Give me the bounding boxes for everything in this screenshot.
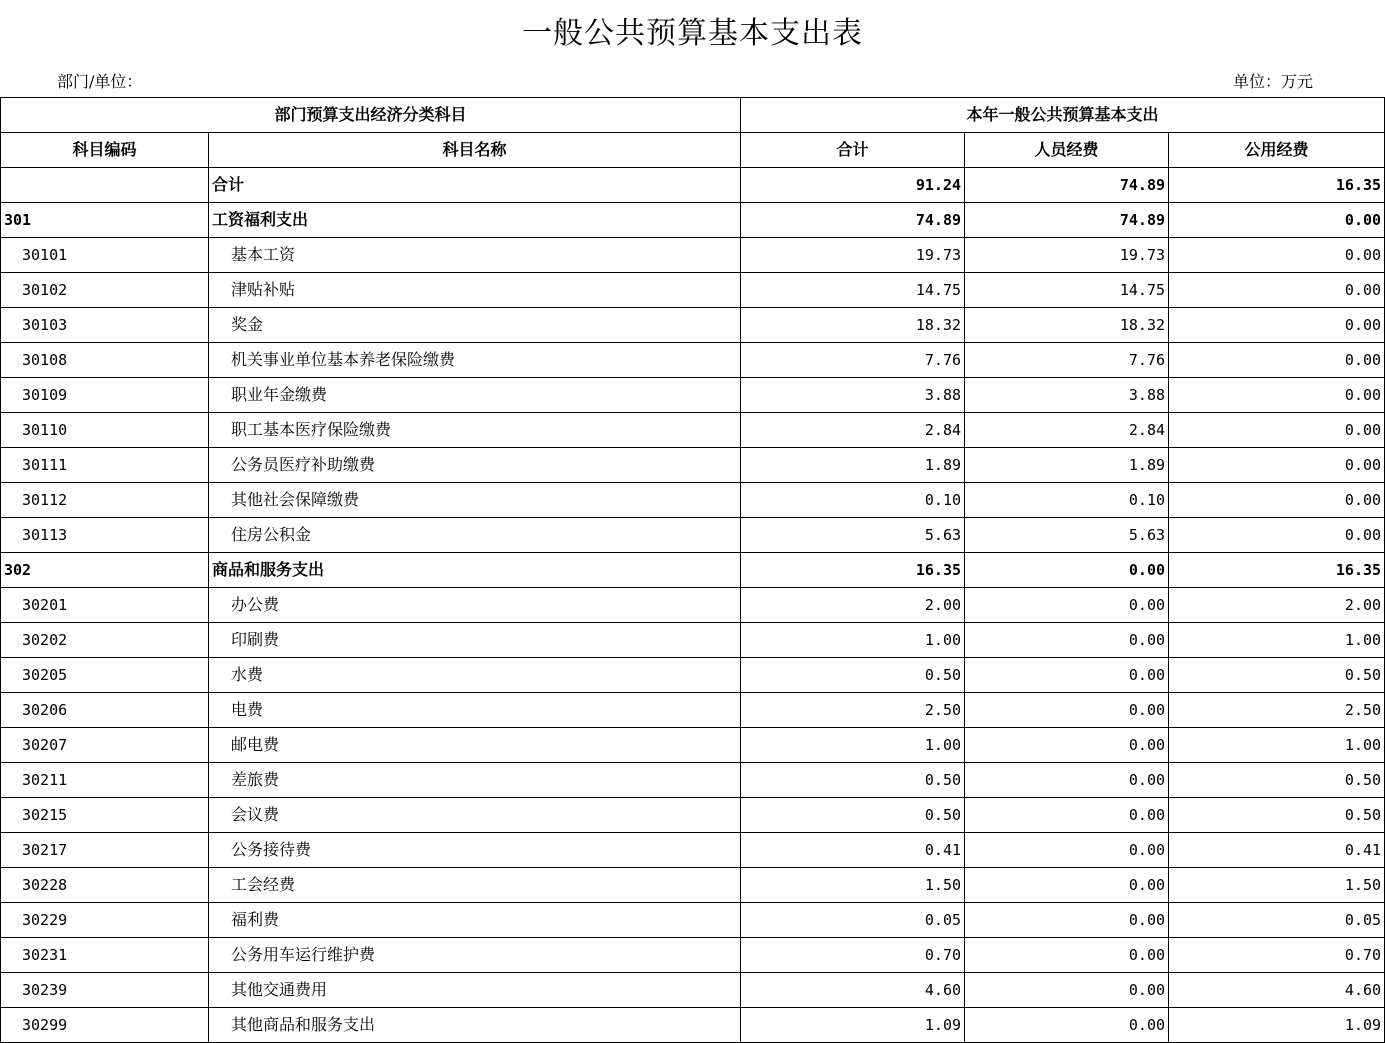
cell-name: 其他社会保障缴费	[209, 483, 741, 518]
cell-personnel: 0.00	[965, 798, 1169, 833]
table-row	[1, 868, 1385, 903]
cell-name: 工会经费	[209, 868, 741, 903]
table-row	[1, 343, 1385, 378]
cell-total: 4.60	[741, 973, 965, 1008]
table-row	[1, 238, 1385, 273]
cell-public: 0.41	[1169, 833, 1385, 868]
table-row	[1, 728, 1385, 763]
table-row	[1, 483, 1385, 518]
cell-total: 5.63	[741, 518, 965, 553]
cell-public: 0.50	[1169, 658, 1385, 693]
header-public: 公用经费	[1169, 133, 1385, 168]
cell-code: 30231	[1, 938, 209, 973]
cell-total: 14.75	[741, 273, 965, 308]
header-code: 科目编码	[1, 133, 209, 168]
cell-public: 2.50	[1169, 693, 1385, 728]
cell-total: 1.09	[741, 1008, 965, 1043]
cell-code: 30109	[1, 378, 209, 413]
cell-code: 30108	[1, 343, 209, 378]
cell-total: 0.50	[741, 658, 965, 693]
table-row	[1, 938, 1385, 973]
cell-code: 30206	[1, 693, 209, 728]
cell-total: 2.00	[741, 588, 965, 623]
cell-total: 18.32	[741, 308, 965, 343]
cell-name: 合计	[209, 168, 741, 203]
cell-code: 30112	[1, 483, 209, 518]
cell-personnel: 0.00	[965, 658, 1169, 693]
header-group-right: 本年一般公共预算基本支出	[741, 98, 1385, 133]
cell-code: 30110	[1, 413, 209, 448]
cell-public: 1.50	[1169, 868, 1385, 903]
cell-total: 74.89	[741, 203, 965, 238]
department-label: 部门/单位：	[57, 72, 143, 91]
cell-total: 7.76	[741, 343, 965, 378]
table-row	[1, 273, 1385, 308]
cell-total: 1.50	[741, 868, 965, 903]
cell-name: 其他交通费用	[209, 973, 741, 1008]
cell-name: 水费	[209, 658, 741, 693]
cell-public: 0.00	[1169, 238, 1385, 273]
cell-name: 津贴补贴	[209, 273, 741, 308]
cell-public: 0.50	[1169, 798, 1385, 833]
cell-code	[1, 168, 209, 203]
cell-total: 0.05	[741, 903, 965, 938]
cell-name: 会议费	[209, 798, 741, 833]
cell-public: 1.00	[1169, 728, 1385, 763]
cell-code: 302	[1, 553, 209, 588]
header-column-row	[1, 133, 1385, 168]
table-row	[1, 168, 1385, 203]
cell-total: 0.10	[741, 483, 965, 518]
cell-name: 福利费	[209, 903, 741, 938]
cell-public: 1.09	[1169, 1008, 1385, 1043]
cell-code: 30201	[1, 588, 209, 623]
cell-code: 30202	[1, 623, 209, 658]
cell-code: 30228	[1, 868, 209, 903]
cell-total: 1.00	[741, 623, 965, 658]
header-name: 科目名称	[209, 133, 741, 168]
table-row	[1, 1008, 1385, 1043]
cell-total: 0.70	[741, 938, 965, 973]
cell-name: 公务接待费	[209, 833, 741, 868]
cell-name: 办公费	[209, 588, 741, 623]
cell-code: 30207	[1, 728, 209, 763]
cell-public: 0.50	[1169, 763, 1385, 798]
cell-name: 邮电费	[209, 728, 741, 763]
cell-personnel: 0.00	[965, 693, 1169, 728]
cell-personnel: 0.00	[965, 938, 1169, 973]
cell-personnel: 0.00	[965, 623, 1169, 658]
cell-code: 30101	[1, 238, 209, 273]
cell-personnel: 5.63	[965, 518, 1169, 553]
cell-public: 0.00	[1169, 203, 1385, 238]
cell-personnel: 0.00	[965, 588, 1169, 623]
cell-public: 2.00	[1169, 588, 1385, 623]
cell-name: 印刷费	[209, 623, 741, 658]
cell-public: 0.00	[1169, 273, 1385, 308]
cell-name: 商品和服务支出	[209, 553, 741, 588]
cell-code: 30103	[1, 308, 209, 343]
cell-personnel: 0.00	[965, 728, 1169, 763]
cell-public: 0.00	[1169, 343, 1385, 378]
cell-name: 职工基本医疗保险缴费	[209, 413, 741, 448]
header-group-left: 部门预算支出经济分类科目	[1, 98, 741, 133]
header-total: 合计	[741, 133, 965, 168]
cell-total: 0.41	[741, 833, 965, 868]
cell-personnel: 0.00	[965, 833, 1169, 868]
cell-name: 工资福利支出	[209, 203, 741, 238]
table-row	[1, 763, 1385, 798]
cell-name: 奖金	[209, 308, 741, 343]
header-personnel: 人员经费	[965, 133, 1169, 168]
header-group-row	[1, 98, 1385, 133]
cell-personnel: 3.88	[965, 378, 1169, 413]
table-row	[1, 833, 1385, 868]
cell-name: 其他商品和服务支出	[209, 1008, 741, 1043]
cell-personnel: 7.76	[965, 343, 1169, 378]
table-row	[1, 798, 1385, 833]
cell-public: 0.70	[1169, 938, 1385, 973]
cell-total: 16.35	[741, 553, 965, 588]
budget-table	[0, 97, 1385, 1043]
cell-code: 30215	[1, 798, 209, 833]
cell-personnel: 2.84	[965, 413, 1169, 448]
cell-total: 19.73	[741, 238, 965, 273]
table-row	[1, 413, 1385, 448]
table-row	[1, 203, 1385, 238]
cell-public: 16.35	[1169, 553, 1385, 588]
cell-personnel: 0.00	[965, 553, 1169, 588]
cell-personnel: 0.00	[965, 973, 1169, 1008]
cell-code: 30113	[1, 518, 209, 553]
cell-total: 3.88	[741, 378, 965, 413]
cell-name: 公务员医疗补助缴费	[209, 448, 741, 483]
cell-personnel: 1.89	[965, 448, 1169, 483]
cell-total: 0.50	[741, 798, 965, 833]
cell-public: 0.00	[1169, 308, 1385, 343]
cell-personnel: 18.32	[965, 308, 1169, 343]
cell-total: 2.50	[741, 693, 965, 728]
cell-total: 1.89	[741, 448, 965, 483]
cell-code: 301	[1, 203, 209, 238]
cell-personnel: 0.00	[965, 763, 1169, 798]
table-row	[1, 658, 1385, 693]
table-row	[1, 623, 1385, 658]
cell-code: 30211	[1, 763, 209, 798]
cell-total: 2.84	[741, 413, 965, 448]
cell-total: 91.24	[741, 168, 965, 203]
cell-code: 30229	[1, 903, 209, 938]
table-row	[1, 448, 1385, 483]
cell-personnel: 74.89	[965, 168, 1169, 203]
table-row	[1, 308, 1385, 343]
cell-personnel: 14.75	[965, 273, 1169, 308]
table-row	[1, 518, 1385, 553]
cell-name: 差旅费	[209, 763, 741, 798]
table-row	[1, 903, 1385, 938]
cell-personnel: 0.00	[965, 868, 1169, 903]
page-title: 一般公共预算基本支出表	[522, 16, 863, 51]
cell-personnel: 74.89	[965, 203, 1169, 238]
table-row	[1, 588, 1385, 623]
table-row	[1, 693, 1385, 728]
cell-code: 30217	[1, 833, 209, 868]
cell-public: 0.00	[1169, 483, 1385, 518]
cell-name: 职业年金缴费	[209, 378, 741, 413]
cell-code: 30239	[1, 973, 209, 1008]
cell-code: 30102	[1, 273, 209, 308]
cell-public: 0.00	[1169, 378, 1385, 413]
cell-code: 30299	[1, 1008, 209, 1043]
cell-personnel: 0.10	[965, 483, 1169, 518]
cell-public: 0.00	[1169, 448, 1385, 483]
cell-public: 4.60	[1169, 973, 1385, 1008]
cell-name: 机关事业单位基本养老保险缴费	[209, 343, 741, 378]
cell-public: 1.00	[1169, 623, 1385, 658]
cell-name: 电费	[209, 693, 741, 728]
cell-name: 住房公积金	[209, 518, 741, 553]
cell-personnel: 0.00	[965, 1008, 1169, 1043]
cell-personnel: 19.73	[965, 238, 1169, 273]
table-row	[1, 378, 1385, 413]
cell-public: 16.35	[1169, 168, 1385, 203]
cell-code: 30111	[1, 448, 209, 483]
cell-public: 0.00	[1169, 518, 1385, 553]
cell-public: 0.00	[1169, 413, 1385, 448]
cell-public: 0.05	[1169, 903, 1385, 938]
cell-name: 基本工资	[209, 238, 741, 273]
table-row	[1, 973, 1385, 1008]
cell-name: 公务用车运行维护费	[209, 938, 741, 973]
unit-label: 单位：万元	[1233, 72, 1314, 91]
cell-code: 30205	[1, 658, 209, 693]
cell-total: 0.50	[741, 763, 965, 798]
cell-total: 1.00	[741, 728, 965, 763]
cell-personnel: 0.00	[965, 903, 1169, 938]
table-row	[1, 553, 1385, 588]
budget-table-body	[1, 98, 1385, 1043]
